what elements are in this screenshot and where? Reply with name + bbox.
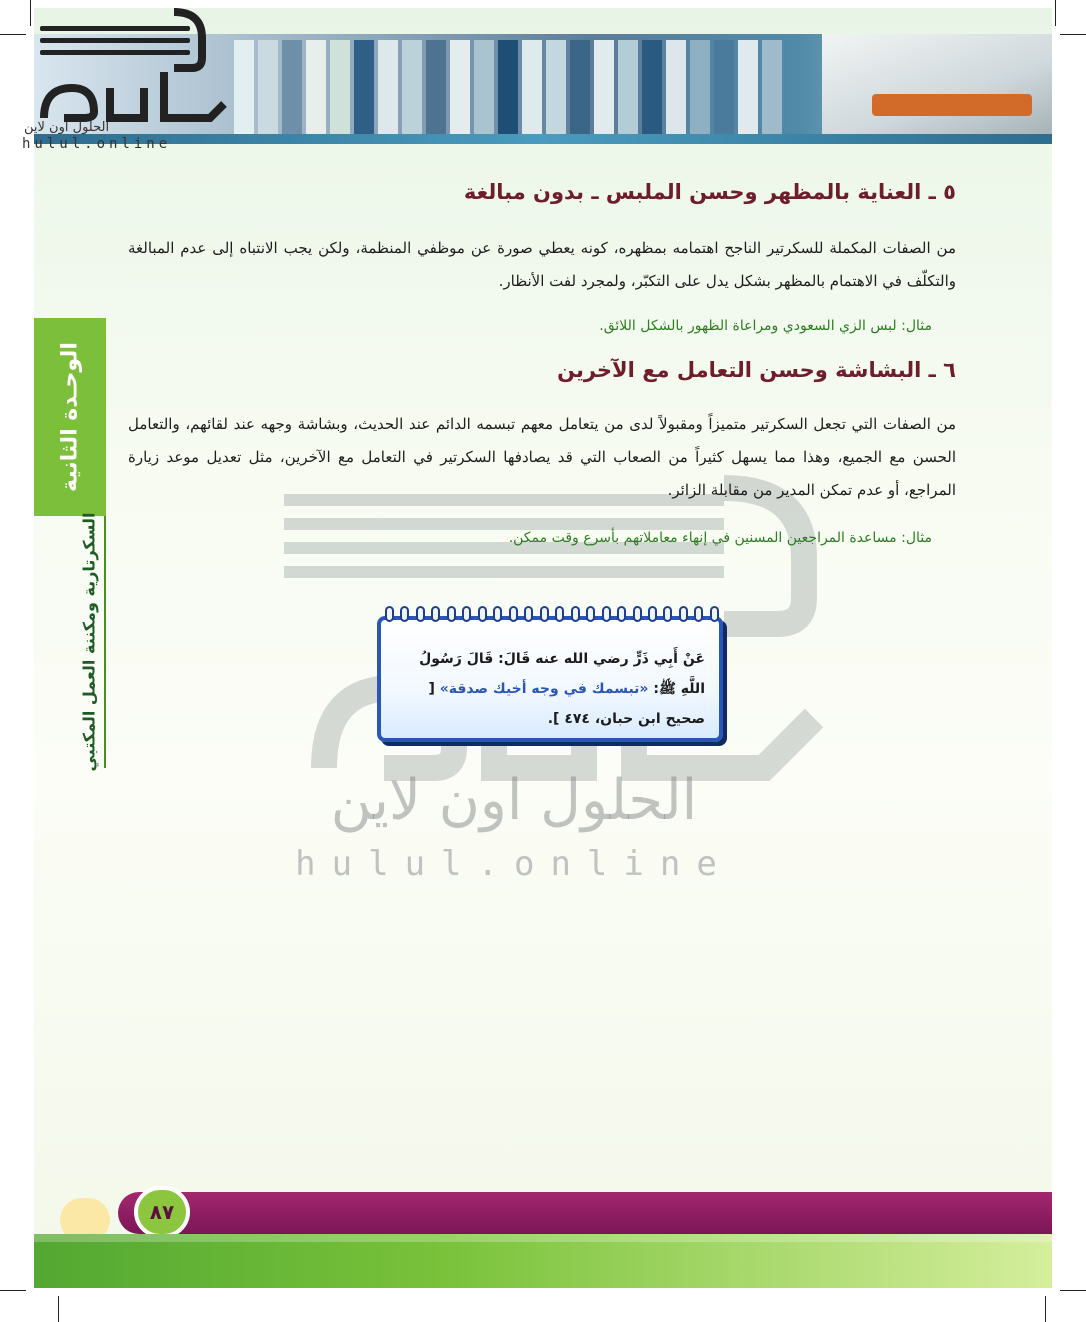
spiral-ring bbox=[540, 606, 549, 622]
logo-arabic-text: الحلول اون لاين bbox=[24, 120, 110, 135]
spiral-ring bbox=[663, 606, 672, 622]
binder-decoration bbox=[594, 40, 614, 134]
spiral-ring bbox=[555, 606, 564, 622]
binder-decoration bbox=[498, 40, 518, 134]
crop-mark bbox=[1045, 1296, 1046, 1322]
spiral-ring bbox=[571, 606, 580, 622]
binder-decoration bbox=[426, 40, 446, 134]
section-6-paragraph: من الصفات التي تجعل السكرتير متميزاً ومقبولاً لدى من يتعامل معهم تبسمه الدائم عند الحديث، وبشاشة وجهه عند لقائهم، والتعامل الحسن مع الجميع، وهذا مما يسهل كثيراً من الصعاب التي قد يصادفها السكرتير في التعامل مع الآخرين، مثل تعديل موعد زيارة المراجع، أو عدم تمكن المدير من مقابلة الزائر. bbox=[128, 415, 956, 499]
footer-band bbox=[118, 1192, 1052, 1234]
spiral-ring bbox=[648, 606, 657, 622]
crop-mark bbox=[0, 1290, 26, 1291]
binder-decoration bbox=[522, 40, 542, 134]
brand-logo bbox=[22, 8, 234, 158]
sidebar-divider bbox=[104, 516, 106, 768]
spiral-ring bbox=[602, 606, 611, 622]
binder-decoration bbox=[546, 40, 566, 134]
crop-mark bbox=[1060, 1290, 1086, 1291]
footer-highlight bbox=[34, 1234, 1052, 1242]
binder-decoration bbox=[354, 40, 374, 134]
binder-decoration bbox=[618, 40, 638, 134]
spiral-ring bbox=[679, 606, 688, 622]
binder-decoration bbox=[642, 40, 662, 134]
section-6-example: مثال: مساعدة المراجعين المسنين في إنهاء معاملاتهم بأسرع وقت ممكن. bbox=[508, 530, 932, 546]
spiral-ring bbox=[447, 606, 456, 622]
hadith-card bbox=[377, 606, 727, 748]
hadith-reference: [ صحيح ابن حبان، ٤٧٤ ]. bbox=[428, 681, 705, 727]
binder-decoration bbox=[666, 40, 686, 134]
crop-mark bbox=[0, 34, 26, 35]
course-label: السكرتارية ومكننة العمل المكتبي bbox=[79, 512, 99, 772]
course-label-box bbox=[74, 512, 104, 772]
unit-sidebar bbox=[34, 318, 106, 772]
watermark-latin: hulul.online bbox=[295, 844, 733, 884]
spiral-ring bbox=[633, 606, 642, 622]
spiral-ring bbox=[478, 606, 487, 622]
spiral-ring bbox=[710, 606, 719, 622]
binder-decoration bbox=[402, 40, 422, 134]
spiral-ring bbox=[509, 606, 518, 622]
watermark-bar bbox=[284, 518, 724, 530]
binder-decoration bbox=[234, 40, 254, 134]
watermark-arabic: الحلول اون لاين bbox=[330, 768, 698, 833]
section-5-paragraph: من الصفات المكملة للسكرتير الناجح اهتمامه بمظهره، كونه يعطي صورة عن موظفي المنظمة، ولكن يجب الانتباه إلى عدم المبالغة والتكلّف في الاهتمام بالمظهر بشكل يدل على التكبّر، ولمجرد لفت الأنظار. bbox=[128, 239, 956, 290]
binder-decoration bbox=[474, 40, 494, 134]
binder-decoration bbox=[570, 40, 590, 134]
spiral-binding bbox=[385, 606, 719, 624]
binder-decoration bbox=[762, 40, 782, 134]
watermark-bar bbox=[284, 566, 724, 578]
spiral-ring bbox=[694, 606, 703, 622]
binder-decoration bbox=[306, 40, 326, 134]
spiral-ring bbox=[617, 606, 626, 622]
footer-green-band bbox=[34, 1234, 1052, 1288]
logo-mark-icon bbox=[24, 8, 224, 118]
binder-decoration bbox=[714, 40, 734, 134]
crop-mark bbox=[58, 1296, 59, 1322]
binder-decoration bbox=[738, 40, 758, 134]
spiral-ring bbox=[431, 606, 440, 622]
page-number: ٨٧ bbox=[134, 1186, 190, 1238]
logo-latin-text: hulul.online bbox=[22, 136, 172, 152]
crop-mark bbox=[1055, 0, 1056, 26]
section-6-heading: ٦ ـ البشاشة وحسن التعامل مع الآخرين bbox=[557, 358, 956, 382]
binder-decoration bbox=[258, 40, 278, 134]
spiral-ring bbox=[586, 606, 595, 622]
office-photo bbox=[822, 34, 1052, 134]
unit-label: الوحـدة الثانية bbox=[57, 342, 83, 492]
spiral-ring bbox=[462, 606, 471, 622]
textbook-page bbox=[22, 8, 1052, 1288]
hadith-body bbox=[377, 616, 723, 742]
spiral-ring bbox=[400, 606, 409, 622]
binder-decoration bbox=[450, 40, 470, 134]
unit-label-box bbox=[34, 318, 106, 516]
spiral-ring bbox=[493, 606, 502, 622]
binder-decoration bbox=[690, 40, 710, 134]
binder-decoration bbox=[282, 40, 302, 134]
binder-decoration bbox=[330, 40, 350, 134]
section-5-example: مثال: لبس الزي السعودي ومراعاة الظهور بالشكل اللائق. bbox=[599, 318, 932, 334]
desk-shape bbox=[872, 94, 1032, 116]
spiral-ring bbox=[416, 606, 425, 622]
crop-mark bbox=[1060, 34, 1086, 35]
hadith-quote: «تبسمك في وجه أخيك صدقة» bbox=[439, 681, 649, 697]
binder-decoration bbox=[378, 40, 398, 134]
hadith-intro: عَنْ أَبِي ذَرٍّ رضي الله عنه قَالَ: قَالَ رَسُولُ اللَّهِ ﷺ: bbox=[419, 651, 705, 697]
section-5-heading: ٥ ـ العناية بالمظهر وحسن الملبس ـ بدون مبالغة bbox=[463, 180, 956, 204]
spiral-ring bbox=[385, 606, 394, 622]
spiral-ring bbox=[524, 606, 533, 622]
